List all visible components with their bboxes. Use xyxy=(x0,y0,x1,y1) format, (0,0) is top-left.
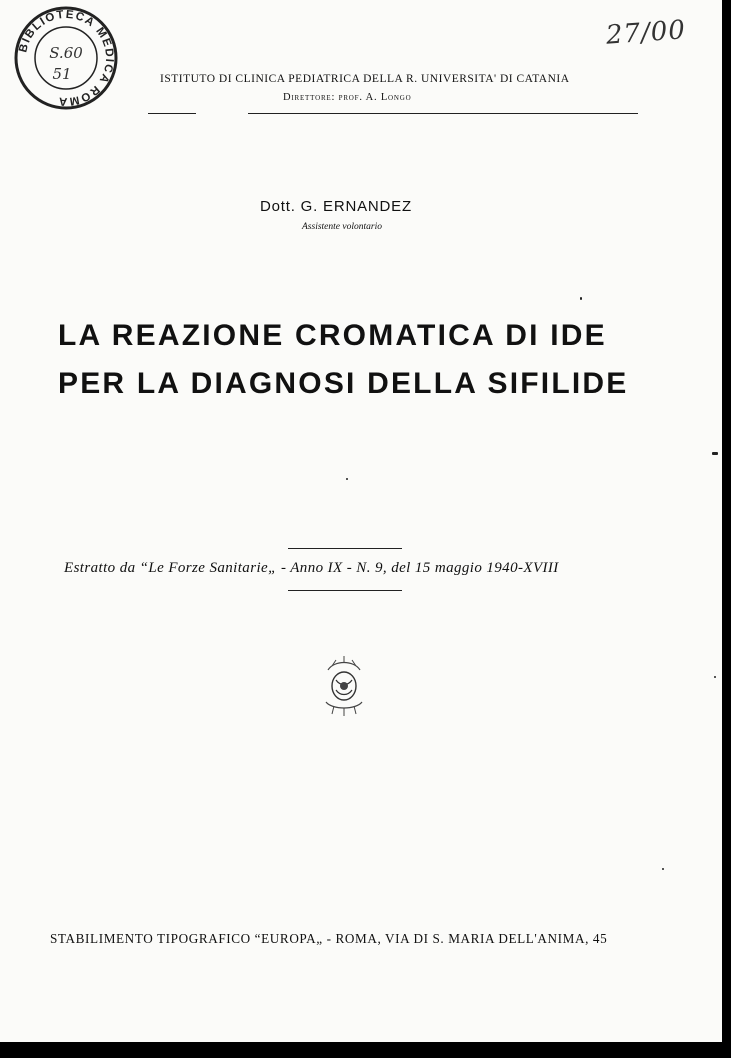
header-rule-left xyxy=(148,113,196,114)
institute-header: ISTITUTO DI CLINICA PEDIATRICA DELLA R. UNIVERSITA' DI CATANIA xyxy=(160,73,570,85)
scan-bottom-edge xyxy=(0,1042,731,1058)
extract-citation: Estratto da “Le Forze Sanitarie„ - Anno IX - N. 9, del 15 maggio 1940-XVIII xyxy=(64,560,559,576)
author-role: Assistente volontario xyxy=(302,222,382,232)
stamp-ring-text: BIBLIOTECA MEDICA ROMA xyxy=(17,8,116,108)
document-title xyxy=(58,312,658,408)
author-name: Dott. G. ERNANDEZ xyxy=(260,198,412,215)
printer-emblem-icon xyxy=(318,656,370,718)
scan-speck xyxy=(714,676,716,678)
extract-rule-bottom xyxy=(288,590,402,591)
scan-speck xyxy=(346,478,348,480)
stamp-inventory-sub: 51 xyxy=(52,65,72,83)
scan-speck xyxy=(662,868,664,870)
scan-right-edge xyxy=(722,0,731,1042)
title-line-2: PER LA DIAGNOSI DELLA SIFILIDE xyxy=(58,367,629,400)
header-rule-right xyxy=(248,113,638,114)
library-stamp xyxy=(10,2,122,114)
extract-rule-top xyxy=(288,548,402,549)
title-line-1: LA REAZIONE CROMATICA DI IDE xyxy=(58,319,607,352)
scan-speck xyxy=(580,297,582,300)
handwritten-note: 27/00 xyxy=(605,15,687,51)
scan-speck xyxy=(712,452,718,455)
stamp-inventory-number: S.60 xyxy=(49,44,83,62)
printer-imprint: STABILIMENTO TIPOGRAFICO “EUROPA„ - ROMA, VIA DI S. MARIA DELL'ANIMA, 45 xyxy=(50,931,608,946)
director-line: Direttore: prof. A. Longo xyxy=(283,92,412,103)
